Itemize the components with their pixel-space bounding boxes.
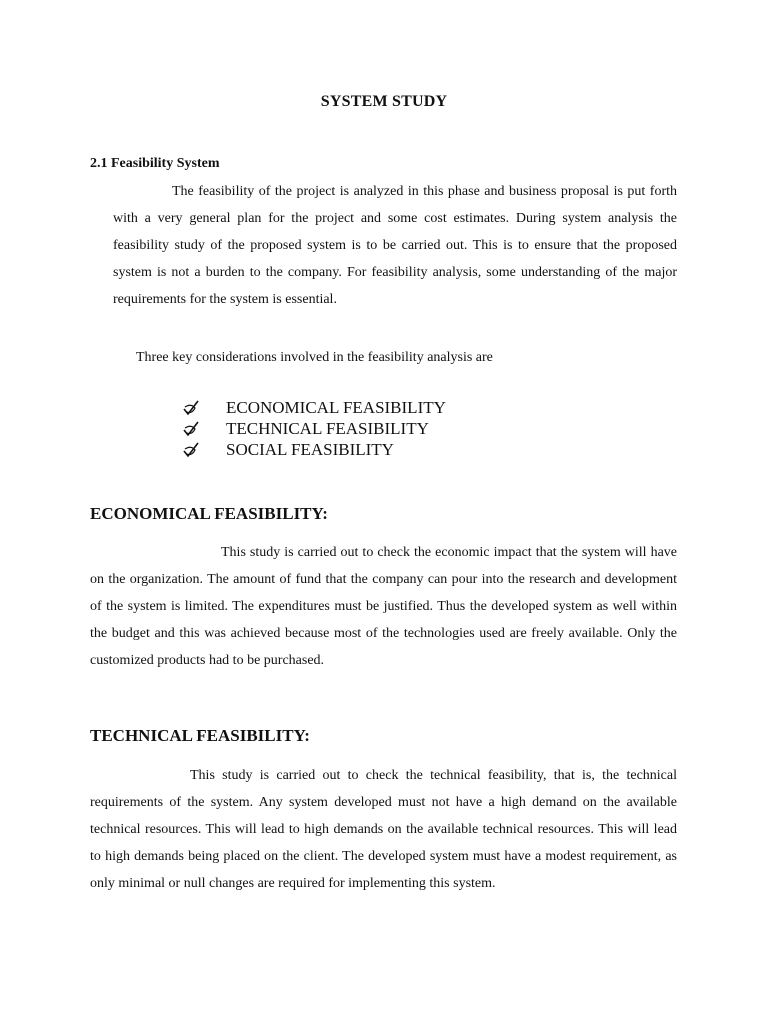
list-item-label: SOCIAL FEASIBILITY bbox=[226, 439, 394, 459]
technical-feasibility-paragraph: This study is carried out to check the technical feasibility, that is, the technical requirements of the system. Any system developed must not have a high demand on the available technical resources. This will lead to high demands on the available technical resources. This will lead to high demands being placed on the client. The developed system must have a modest requirement, as only minimal or null changes are required for implementing this system. bbox=[90, 768, 677, 891]
considerations-list bbox=[182, 397, 446, 460]
economical-feasibility-heading: ECONOMICAL FEASIBILITY: bbox=[90, 504, 328, 523]
considerations-intro: Three key considerations involved in the feasibility analysis are bbox=[136, 350, 493, 365]
technical-feasibility-heading: TECHNICAL FEASIBILITY: bbox=[90, 726, 310, 745]
subsection-title: 2.1 Feasibility System bbox=[90, 156, 220, 171]
intro-paragraph: The feasibility of the project is analyzed in this phase and business proposal is put forth with a very general plan for the project and some cost estimates. During system analysis the feasibility study of the proposed system is to be carried out. This is to ensure that the proposed system is not a burden to the company. For feasibility analysis, some understanding of the major requirements for the system is essential. bbox=[113, 184, 677, 307]
list-item-label: ECONOMICAL FEASIBILITY bbox=[226, 397, 446, 417]
check-mark-icon bbox=[182, 441, 200, 459]
list-item bbox=[182, 418, 446, 439]
check-mark-icon bbox=[182, 420, 200, 438]
check-mark-icon bbox=[182, 399, 200, 417]
list-item-label: TECHNICAL FEASIBILITY bbox=[226, 418, 429, 438]
list-item bbox=[182, 397, 446, 418]
list-item bbox=[182, 439, 446, 460]
page-title: SYSTEM STUDY bbox=[320, 93, 448, 110]
economical-feasibility-paragraph: This study is carried out to check the economic impact that the system will have on the organization. The amount of fund that the company can pour into the research and development of the system is limited. The expenditures must be justified. Thus the developed system as well within the budget and this was achieved because most of the technologies used are freely available. Only the customized products had to be purchased. bbox=[90, 545, 677, 668]
